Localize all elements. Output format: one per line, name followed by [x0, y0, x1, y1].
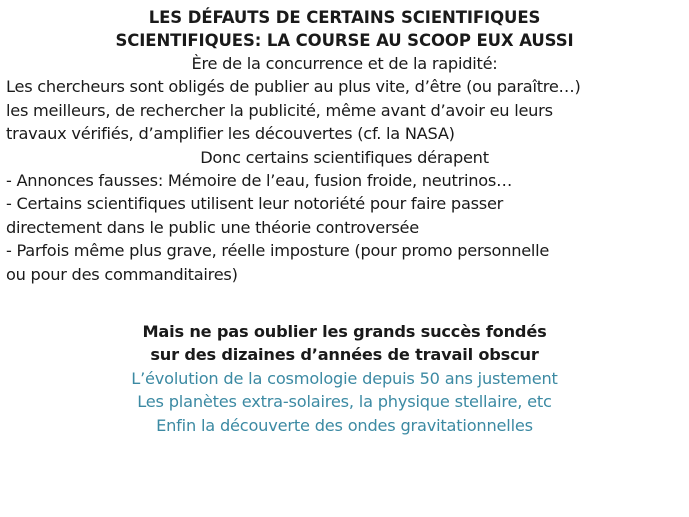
intro-line: travaux vérifiés, d’amplifier les découvertes (cf. la NASA) — [6, 124, 455, 144]
conclusion-blue-line: Les planètes extra-solaires, la physique stellaire, etc — [137, 392, 552, 412]
consequence-line: - Parfois même plus grave, réelle imposture (pour promo personnelle — [6, 241, 550, 261]
conclusion-blue-line: Enfin la découverte des ondes gravitationnelles — [156, 415, 533, 435]
slide-title-line-2: SCIENTIFIQUES: LA COURSE AU SCOOP EUX AUSSI — [115, 31, 574, 50]
consequence-heading: Donc certains scientifiques dérapent — [200, 147, 489, 167]
section-spacer — [6, 286, 683, 320]
conclusion-bold-line: Mais ne pas oublier les grands succès fondés — [142, 322, 547, 342]
consequence-line: - Certains scientifiques utilisent leur notoriété pour faire passer — [6, 194, 504, 214]
intro-heading: Ère de la concurrence et de la rapidité: — [191, 54, 498, 73]
consequence-line: - Annonces fausses: Mémoire de l’eau, fusion froide, neutrinos… — [6, 171, 513, 191]
slide-title-line-1: LES DÉFAUTS DE CERTAINS SCIENTIFIQUES — [148, 8, 541, 27]
intro-line: les meilleurs, de rechercher la publicité, même avant d’avoir eu leurs — [6, 100, 553, 120]
conclusion-blue-line: L’évolution de la cosmologie depuis 50 ans justement — [131, 368, 558, 388]
intro-line: Les chercheurs sont obligés de publier au plus vite, d’être (ou paraître…) — [6, 77, 581, 97]
consequence-line: directement dans le public une théorie controversée — [6, 217, 419, 237]
consequence-line: ou pour des commanditaires) — [6, 264, 238, 284]
conclusion-bold-line: sur des dizaines d’années de travail obscur — [150, 345, 539, 365]
